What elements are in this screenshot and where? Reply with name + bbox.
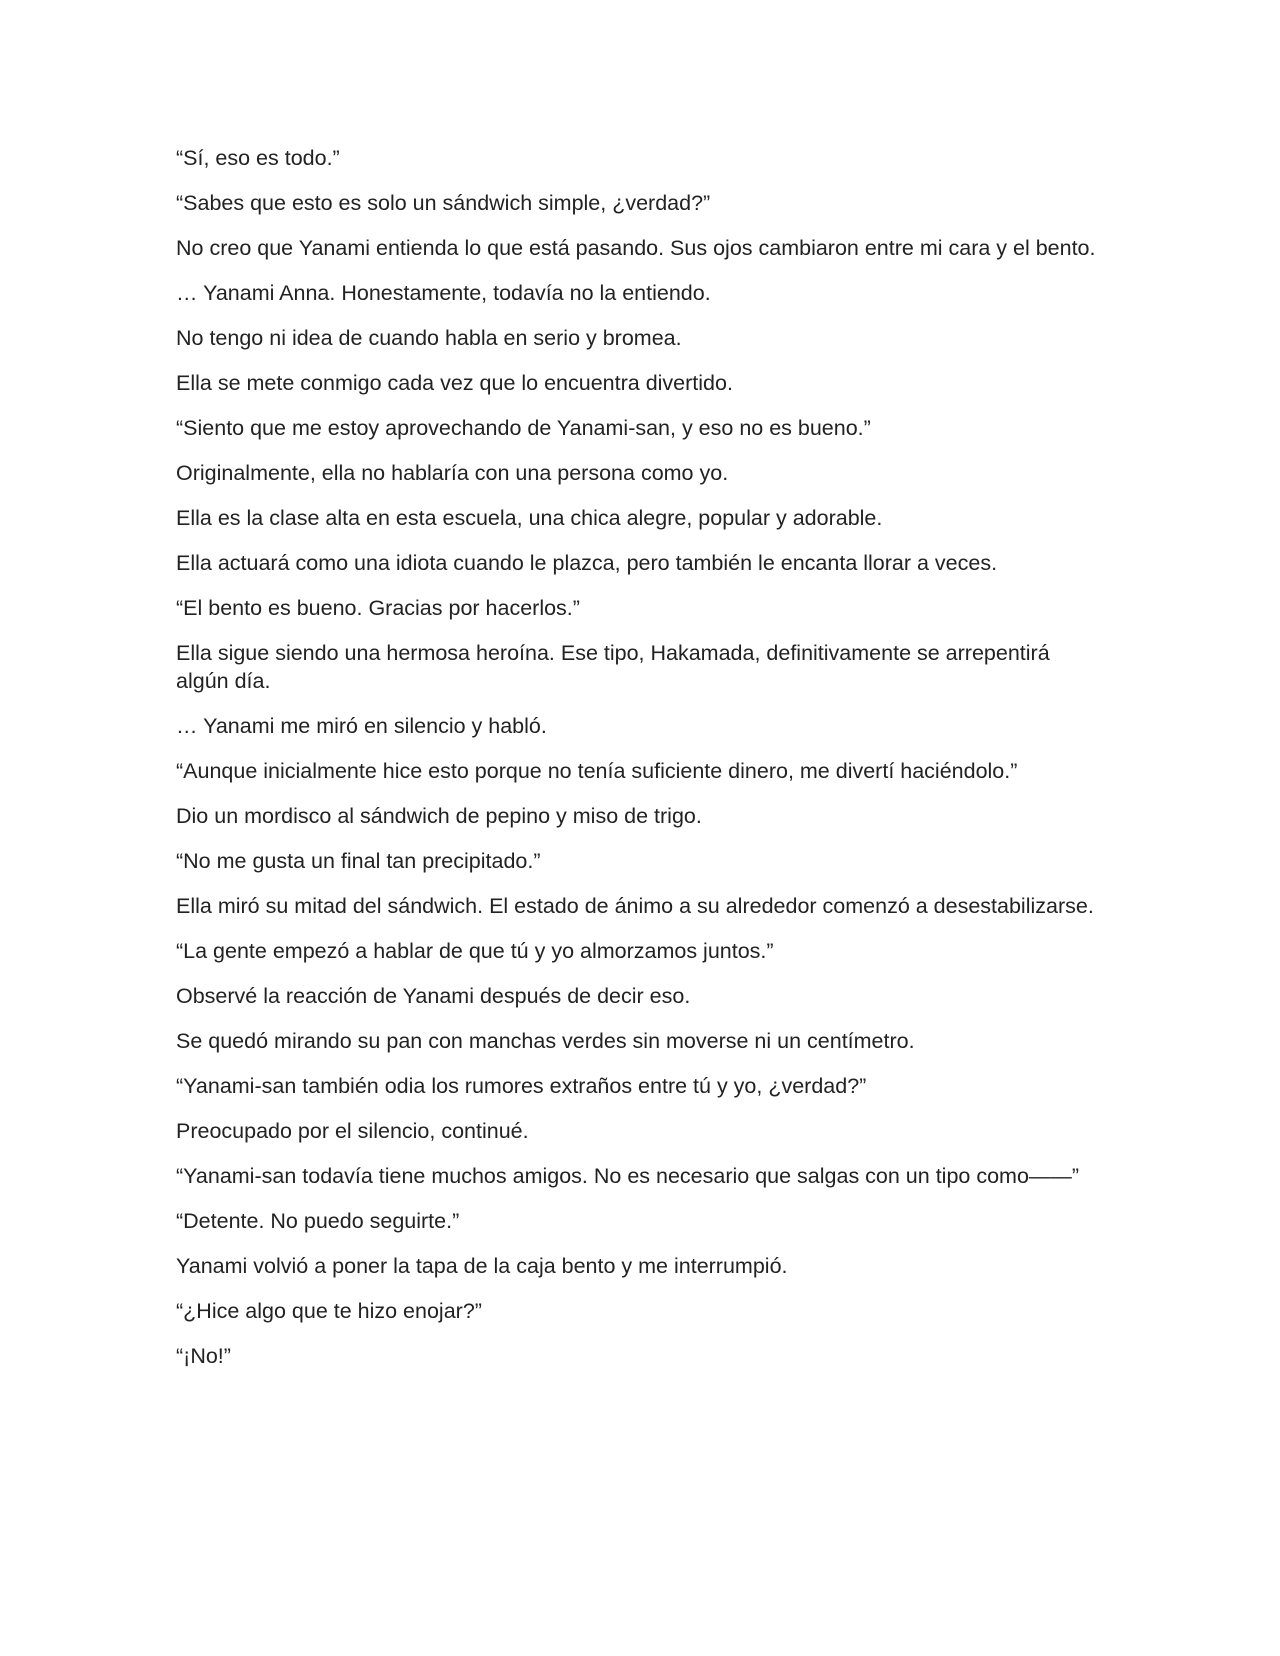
paragraph: “Detente. No puedo seguirte.”: [176, 1209, 460, 1233]
paragraph: Preocupado por el silencio, continué.: [176, 1119, 529, 1143]
paragraph: … Yanami me miró en silencio y habló.: [176, 714, 547, 738]
paragraph: Ella se mete conmigo cada vez que lo encuentra divertido.: [176, 371, 733, 395]
paragraph: Ella sigue siendo una hermosa heroína. Ese tipo, Hakamada, definitivamente se arrepentirá algún día.: [176, 641, 1050, 693]
paragraph: “¡No!”: [176, 1344, 231, 1368]
paragraph: “Yanami-san también odia los rumores extraños entre tú y yo, ¿verdad?”: [176, 1074, 867, 1098]
paragraph: … Yanami Anna. Honestamente, todavía no la entiendo.: [176, 281, 711, 305]
paragraph: No tengo ni idea de cuando habla en serio y bromea.: [176, 326, 682, 350]
paragraph: “No me gusta un final tan precipitado.”: [176, 849, 541, 873]
paragraph: Yanami volvió a poner la tapa de la caja bento y me interrumpió.: [176, 1254, 788, 1278]
paragraph: Dio un mordisco al sándwich de pepino y miso de trigo.: [176, 804, 702, 828]
paragraph: Ella es la clase alta en esta escuela, una chica alegre, popular y adorable.: [176, 506, 883, 530]
paragraph: Se quedó mirando su pan con manchas verdes sin moverse ni un centímetro.: [176, 1029, 915, 1053]
paragraph: Observé la reacción de Yanami después de decir eso.: [176, 984, 691, 1008]
paragraph: “Aunque inicialmente hice esto porque no tenía suficiente dinero, me divertí haciéndolo.”: [176, 759, 1018, 783]
paragraph: “Sabes que esto es solo un sándwich simple, ¿verdad?”: [176, 191, 711, 215]
paragraph: “Siento que me estoy aprovechando de Yanami-san, y eso no es bueno.”: [176, 416, 871, 440]
body-text: [176, 144, 1106, 1387]
paragraph: “La gente empezó a hablar de que tú y yo almorzamos juntos.”: [176, 939, 774, 963]
paragraph: Ella actuará como una idiota cuando le plazca, pero también le encanta llorar a veces.: [176, 551, 998, 575]
paragraph: Ella miró su mitad del sándwich. El estado de ánimo a su alrededor comenzó a desestabilizarse.: [176, 894, 1094, 918]
paragraph: “Yanami-san todavía tiene muchos amigos. No es necesario que salgas con un tipo como——”: [176, 1164, 1080, 1188]
paragraph: No creo que Yanami entienda lo que está pasando. Sus ojos cambiaron entre mi cara y el bento.: [176, 236, 1096, 260]
paragraph: “¿Hice algo que te hizo enojar?”: [176, 1299, 482, 1323]
paragraph: Originalmente, ella no hablaría con una persona como yo.: [176, 461, 729, 485]
paragraph: “El bento es bueno. Gracias por hacerlos.”: [176, 596, 580, 620]
paragraph: “Sí, eso es todo.”: [176, 146, 340, 170]
